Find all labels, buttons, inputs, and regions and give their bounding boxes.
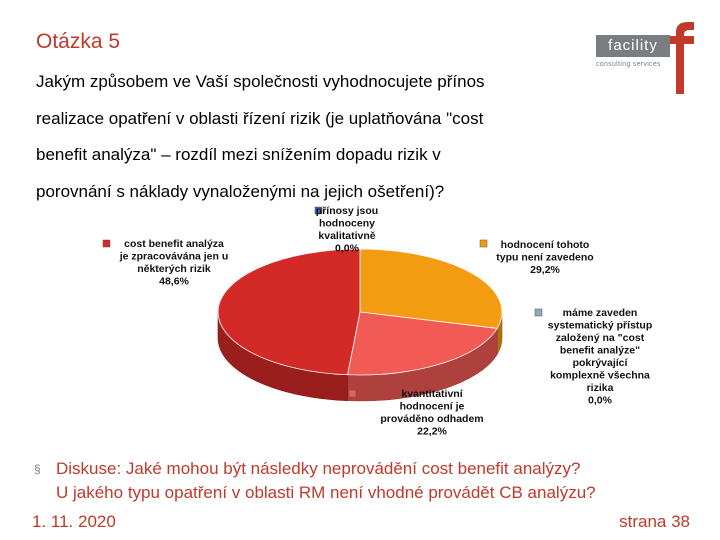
slide-title: Otázka 5 <box>36 30 121 53</box>
discussion-line: U jakého typu opatření v oblasti RM není vhodné provádět CB analýzu? <box>56 483 596 502</box>
legend-marker <box>349 390 356 397</box>
question-line: benefit analýza" – rozdíl mezi snížením dopadu rizik v <box>36 145 441 164</box>
legend-marker <box>535 309 542 316</box>
slice-value: 0,0% <box>335 242 359 255</box>
slice-label-line: kvantitativní <box>401 388 463 400</box>
slice-label-line: cost benefit analýza <box>124 238 224 250</box>
slice-label-line: prováděno odhadem <box>380 413 484 425</box>
legend-marker <box>480 240 487 247</box>
slice-label-line: kvalitativně <box>318 230 376 242</box>
slice-label-line: hodnoceny <box>318 217 376 230</box>
slice-label-line: založený na "cost <box>555 332 645 344</box>
slice-label-line: přínosy jsou <box>315 205 379 217</box>
slice-label-line: rizika <box>586 382 614 394</box>
slice-label-line: typu není zavedeno <box>496 251 594 264</box>
discussion-line: Diskuse: Jaké mohou být následky neprovádění cost benefit analýzy? <box>56 459 581 478</box>
slice-label-line: systematický přístup <box>547 319 653 332</box>
slice-label-line: hodnocení je <box>399 400 465 413</box>
slice-value: 29,2% <box>530 264 560 276</box>
slice-label-line: hodnocení tohoto <box>500 239 590 251</box>
slice-label-line: máme zaveden <box>562 307 638 319</box>
logo-subtext: consulting services <box>596 61 661 68</box>
page-number: strana 38 <box>619 512 690 531</box>
slice-value: 48,6% <box>159 275 189 288</box>
logo-wordmark: facility <box>596 35 670 57</box>
slice-value: 0,0% <box>588 394 612 407</box>
question-line: Jakým způsobem ve Vaší společnosti vyhodnocujete přínos <box>36 72 485 91</box>
slice-value: 22,2% <box>417 425 447 438</box>
question-line: realizace opatření v oblasti řízení rizik (je uplatňována "cost <box>36 108 484 128</box>
slice-label <box>315 205 378 255</box>
slice-label <box>535 307 652 407</box>
slice-label <box>103 238 228 288</box>
slice-label-line: komplexně všechna <box>550 369 650 382</box>
footer-date: 1. 11. 2020 <box>32 512 116 531</box>
bullet-icon: § <box>34 462 41 476</box>
slice-label-line: benefit analýze" <box>559 344 641 357</box>
slice-label-line: pokrývající <box>572 357 628 369</box>
slice-label-line: je zpracovávána jen u <box>119 250 229 263</box>
slice-label-line: některých rizik <box>137 263 211 275</box>
slice-label <box>480 239 594 276</box>
legend-marker <box>103 240 110 247</box>
question-line: porovnání s náklady vynaloženými na jejich ošetření)? <box>36 181 445 201</box>
